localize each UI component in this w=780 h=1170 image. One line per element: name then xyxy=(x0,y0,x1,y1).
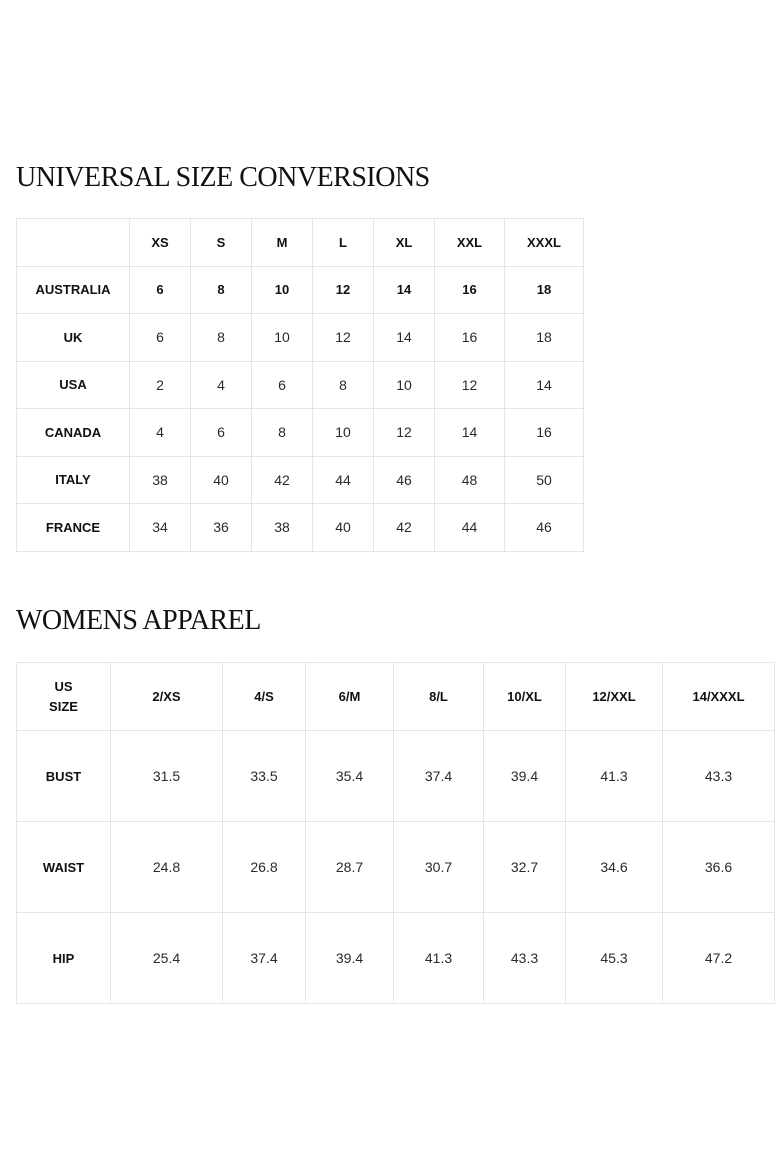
womens-apparel-title: WOMENS APPAREL xyxy=(16,605,261,636)
row-label: WAIST xyxy=(17,822,111,913)
table-cell: 16 xyxy=(505,409,584,457)
header-cell: M xyxy=(252,219,313,267)
us-size-line-1: US xyxy=(54,678,73,694)
row-label: ITALY xyxy=(17,456,130,504)
table-cell: 25.4 xyxy=(111,913,223,1004)
table-cell: 46 xyxy=(505,504,584,552)
row-label: CANADA xyxy=(17,409,130,457)
table-cell: 35.4 xyxy=(306,731,394,822)
table-cell: 6 xyxy=(191,409,252,457)
table-cell: 36 xyxy=(191,504,252,552)
header-cell: L xyxy=(313,219,374,267)
table-row xyxy=(17,266,584,314)
header-cell: S xyxy=(191,219,252,267)
table-cell: 14 xyxy=(374,314,435,362)
universal-size-title: UNIVERSAL SIZE CONVERSIONS xyxy=(16,162,430,193)
header-cell: XL xyxy=(374,219,435,267)
row-label: HIP xyxy=(17,913,111,1004)
table-header-row xyxy=(17,663,775,731)
table-cell: 42 xyxy=(374,504,435,552)
table-cell: 40 xyxy=(313,504,374,552)
table-cell: 28.7 xyxy=(306,822,394,913)
header-cell: 2/XS xyxy=(111,663,223,731)
table-cell: 16 xyxy=(435,314,505,362)
header-cell: 12/XXL xyxy=(566,663,663,731)
table-cell: 26.8 xyxy=(223,822,306,913)
womens-apparel-table xyxy=(16,662,775,1004)
table-row xyxy=(17,731,775,822)
table-header-row xyxy=(17,219,584,267)
table-cell: 45.3 xyxy=(566,913,663,1004)
table-cell: 50 xyxy=(505,456,584,504)
table-cell: 41.3 xyxy=(566,731,663,822)
header-cell: XXL xyxy=(435,219,505,267)
table-cell: 39.4 xyxy=(484,731,566,822)
header-cell: XS xyxy=(130,219,191,267)
table-cell: 44 xyxy=(313,456,374,504)
table-cell: 8 xyxy=(252,409,313,457)
table-cell: 39.4 xyxy=(306,913,394,1004)
header-cell: XXXL xyxy=(505,219,584,267)
table-cell: 4 xyxy=(130,409,191,457)
table-cell: 42 xyxy=(252,456,313,504)
us-size-line-2: SIZE xyxy=(49,698,78,714)
table-cell: 47.2 xyxy=(663,913,775,1004)
table-cell: 40 xyxy=(191,456,252,504)
header-cell: 10/XL xyxy=(484,663,566,731)
table-cell: 43.3 xyxy=(663,731,775,822)
table-cell: 6 xyxy=(130,266,191,314)
row-label: FRANCE xyxy=(17,504,130,552)
header-cell: 14/XXXL xyxy=(663,663,775,731)
row-label: BUST xyxy=(17,731,111,822)
table-cell: 48 xyxy=(435,456,505,504)
table-cell: 44 xyxy=(435,504,505,552)
table-cell: 16 xyxy=(435,266,505,314)
table-cell: 32.7 xyxy=(484,822,566,913)
table-cell: 12 xyxy=(374,409,435,457)
table-cell: 10 xyxy=(374,361,435,409)
table-cell: 37.4 xyxy=(223,913,306,1004)
table-cell: 46 xyxy=(374,456,435,504)
table-cell: 12 xyxy=(313,314,374,362)
table-cell: 34 xyxy=(130,504,191,552)
table-cell: 24.8 xyxy=(111,822,223,913)
row-label: UK xyxy=(17,314,130,362)
table-cell: 38 xyxy=(252,504,313,552)
header-cell: 8/L xyxy=(394,663,484,731)
table-cell: 30.7 xyxy=(394,822,484,913)
table-cell: 8 xyxy=(191,314,252,362)
table-cell: 10 xyxy=(252,266,313,314)
table-row xyxy=(17,361,584,409)
table-cell: 37.4 xyxy=(394,731,484,822)
table-cell: 14 xyxy=(374,266,435,314)
universal-size-table xyxy=(16,218,584,552)
table-cell: 33.5 xyxy=(223,731,306,822)
table-cell: 10 xyxy=(313,409,374,457)
table-cell: 43.3 xyxy=(484,913,566,1004)
table-cell: 14 xyxy=(505,361,584,409)
header-cell: 4/S xyxy=(223,663,306,731)
table-cell: 38 xyxy=(130,456,191,504)
row-label: USA xyxy=(17,361,130,409)
table-cell: 6 xyxy=(130,314,191,362)
table-cell: 10 xyxy=(252,314,313,362)
table-row xyxy=(17,409,584,457)
table-cell: 8 xyxy=(313,361,374,409)
table-cell: 14 xyxy=(435,409,505,457)
row-label: AUSTRALIA xyxy=(17,266,130,314)
table-cell: 6 xyxy=(252,361,313,409)
table-cell: 34.6 xyxy=(566,822,663,913)
table-row xyxy=(17,504,584,552)
table-cell: 2 xyxy=(130,361,191,409)
header-cell xyxy=(17,219,130,267)
table-row xyxy=(17,314,584,362)
table-cell: 8 xyxy=(191,266,252,314)
table-cell: 31.5 xyxy=(111,731,223,822)
table-cell: 41.3 xyxy=(394,913,484,1004)
table-cell: 18 xyxy=(505,314,584,362)
table-cell: 18 xyxy=(505,266,584,314)
table-cell: 36.6 xyxy=(663,822,775,913)
us-size-header xyxy=(17,663,111,731)
table-cell: 4 xyxy=(191,361,252,409)
table-cell: 12 xyxy=(313,266,374,314)
header-cell: 6/M xyxy=(306,663,394,731)
table-row xyxy=(17,913,775,1004)
table-row xyxy=(17,822,775,913)
table-cell: 12 xyxy=(435,361,505,409)
table-row xyxy=(17,456,584,504)
